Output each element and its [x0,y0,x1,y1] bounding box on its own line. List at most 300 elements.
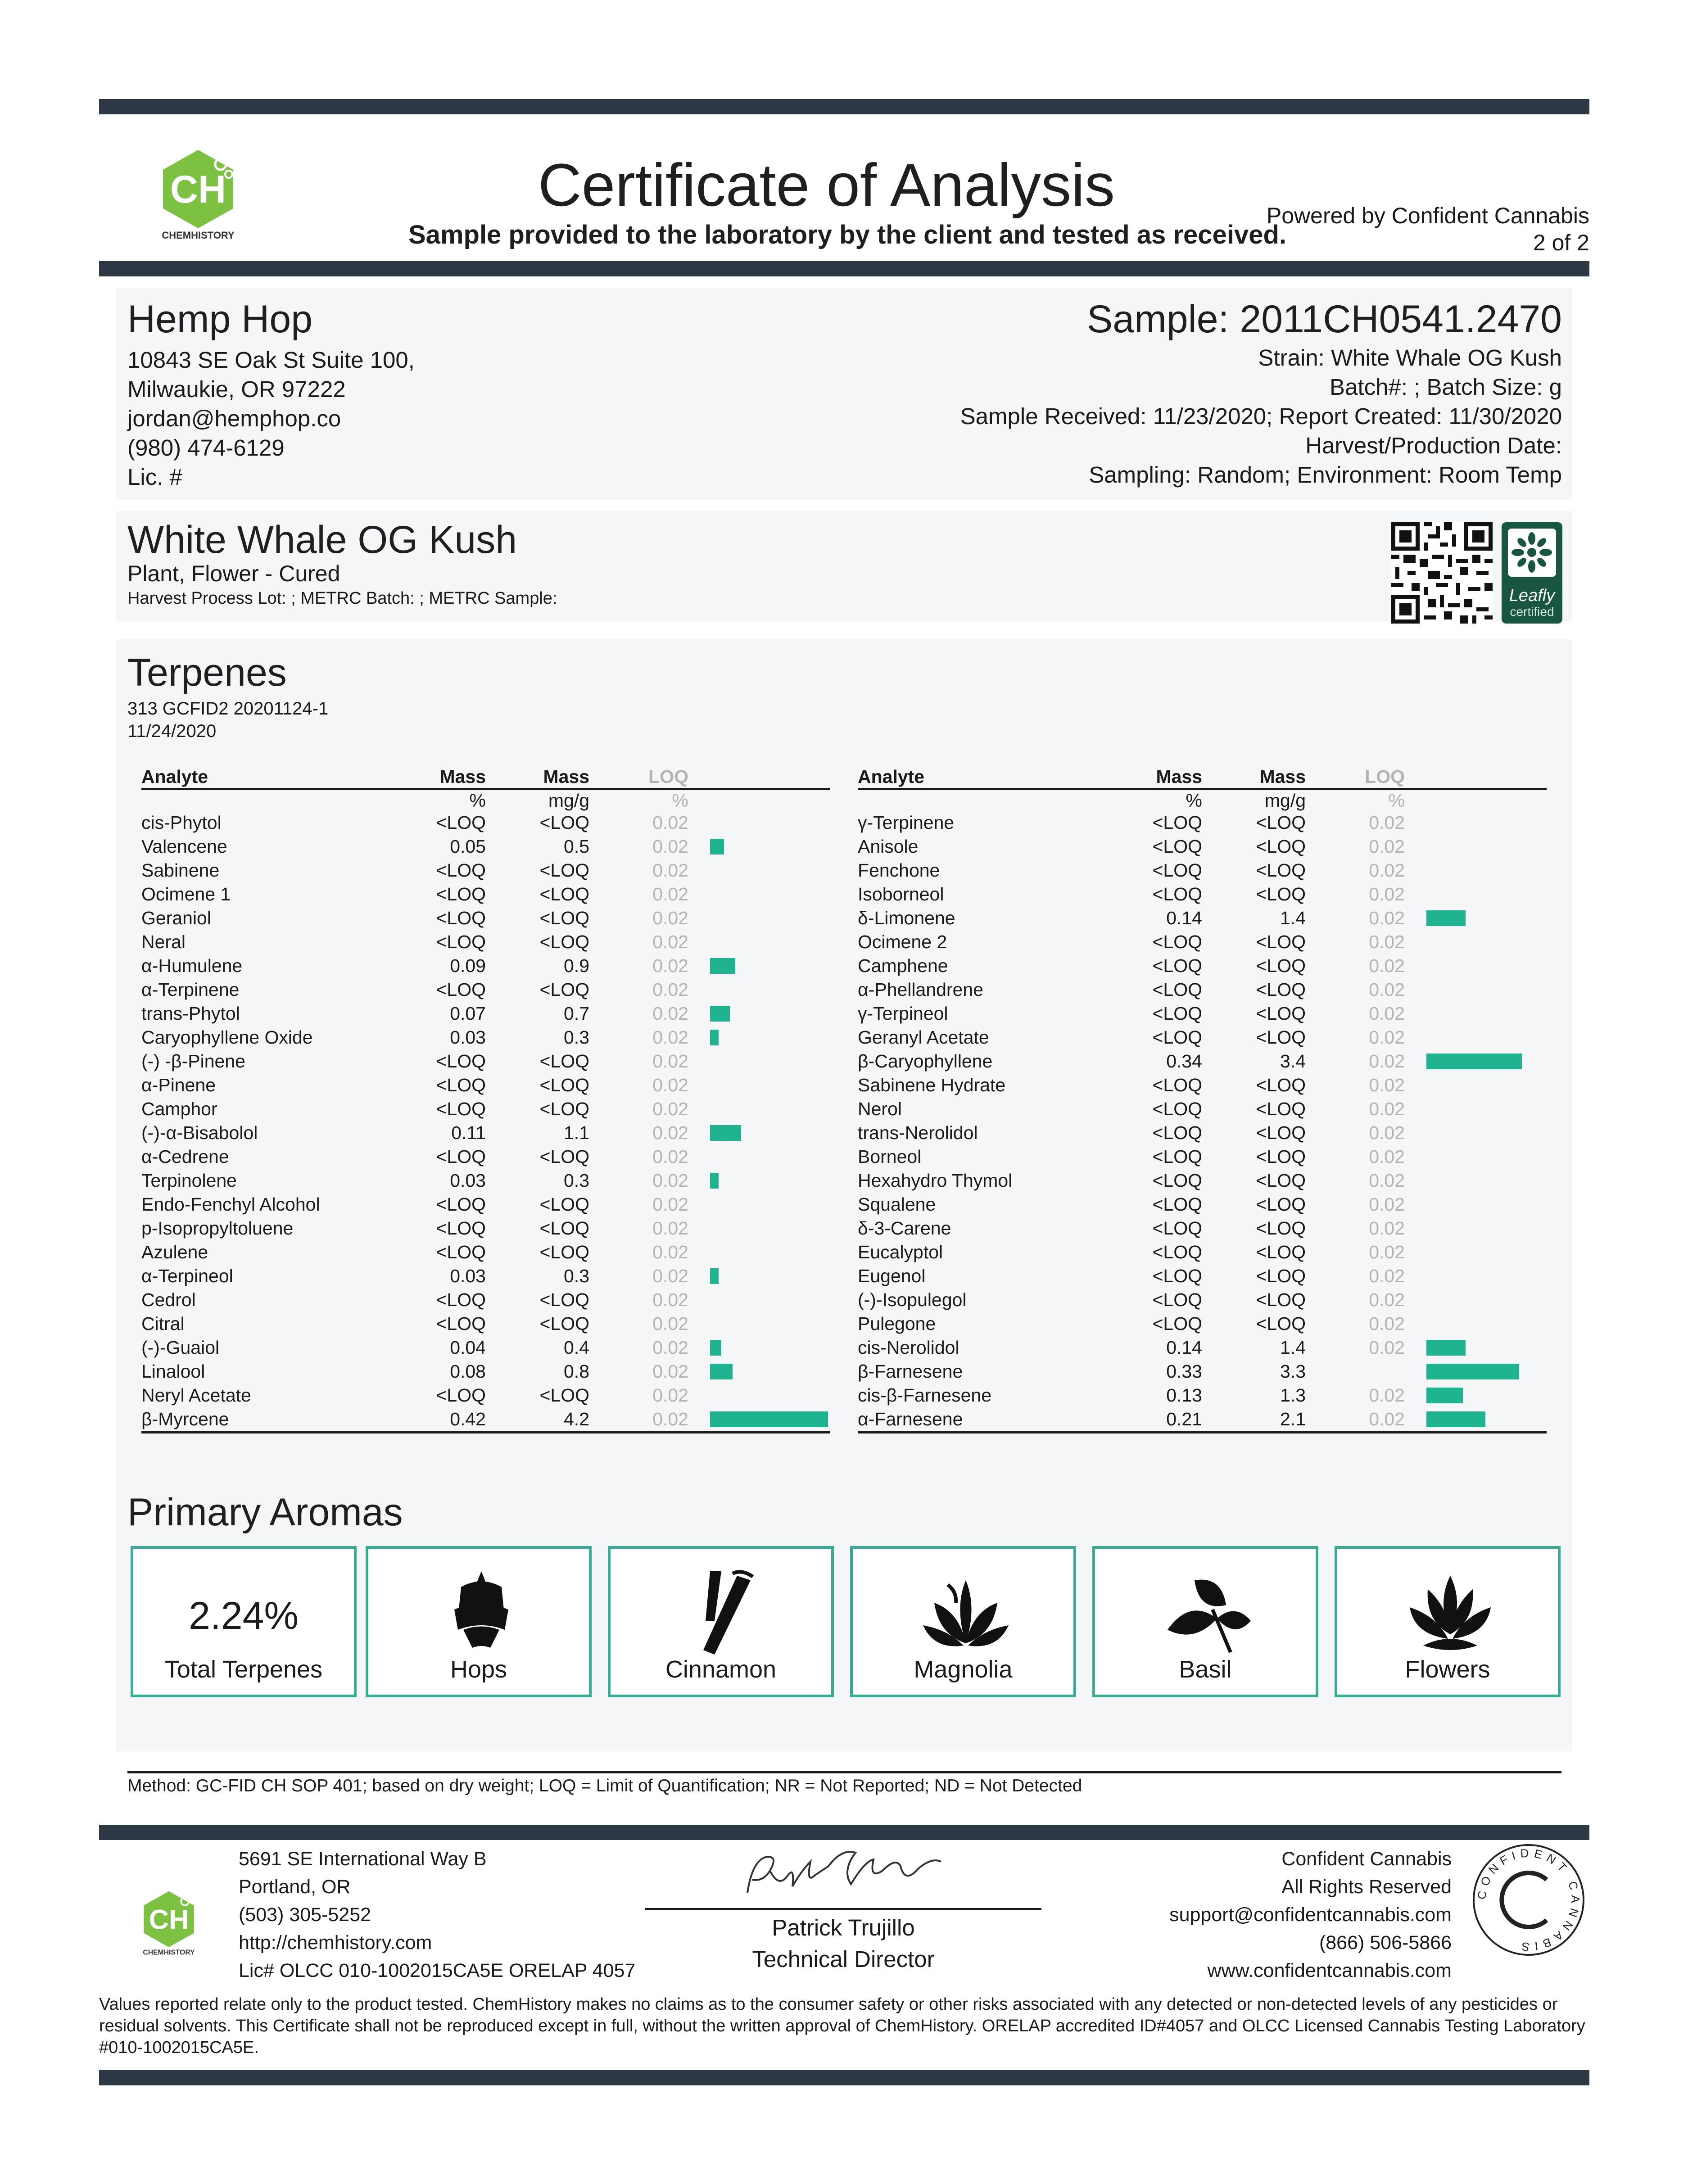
bar-cell [688,1312,830,1336]
analyte-cell: α-Farnesene [858,1407,1110,1433]
bar-cell [688,1145,830,1169]
bar-cell [688,811,830,835]
bar-cell [1405,1193,1547,1216]
analyte-cell: Sabinene Hydrate [858,1075,1006,1095]
terpenes-title: Terpenes [127,651,287,694]
table-row [141,1121,830,1145]
terpenes-date: 11/24/2020 [127,721,217,741]
unit-loq: % [672,790,688,811]
bar-cell [1405,1121,1547,1145]
table-row [858,930,1547,954]
bar-cell [688,978,830,1002]
mass-mg-cell: <LOQ [539,908,589,928]
loq-cell: 0.02 [1369,1146,1405,1167]
bar-cell [688,859,830,882]
analyte-cell: α-Pinene [141,1075,216,1095]
analyte-cell: Valencene [141,836,227,857]
header-divider-band [99,261,1589,276]
loq-cell: 0.02 [1369,1122,1405,1143]
loq-cell: 0.02 [652,1003,688,1024]
analyte-cell: Neryl Acetate [141,1385,251,1406]
analyte-cell: α-Cedrene [141,1146,229,1167]
terpene-bar [1426,1388,1463,1403]
loq-cell: 0.02 [652,1385,688,1406]
sample-batch: Batch#: ; Batch Size: g [1330,374,1562,400]
table-row [141,882,830,906]
analyte-cell: Camphor [141,1099,217,1119]
total-terpenes-label: Total Terpenes [164,1656,323,1683]
bar-cell [688,1026,830,1049]
total-terpenes-value: 2.24% [189,1594,299,1637]
table-row [858,978,1547,1002]
mass-mg-cell: <LOQ [1256,836,1306,857]
mass-mg-cell: 3.3 [1280,1361,1306,1382]
mass-mg-cell: <LOQ [539,1051,589,1072]
loq-cell: 0.02 [652,955,688,976]
table-row [858,1312,1547,1336]
mass-pct-cell: 0.07 [450,1003,486,1024]
footer-band-top [99,1825,1589,1840]
chemhistory-logo [153,146,243,241]
mass-mg-cell: <LOQ [1256,1289,1306,1310]
bar-cell [688,835,830,859]
table-row [858,1384,1547,1407]
mass-pct-cell: <LOQ [1152,860,1202,881]
terpene-bar [710,839,724,855]
loq-cell: 0.02 [1306,1407,1405,1433]
mass-pct-cell: <LOQ [436,884,486,904]
client-address-2: Milwaukie, OR 97222 [127,376,346,402]
bar-cell [688,1216,830,1240]
cinnamon-icon [679,1567,769,1657]
mass-mg-cell: <LOQ [1256,1218,1306,1239]
bar-cell [688,906,830,930]
col-loq: LOQ [1306,765,1405,789]
analyte-cell: cis-Phytol [141,812,222,833]
analyte-cell: Borneol [858,1146,922,1167]
table-row [858,1360,1547,1384]
product-lot: Harvest Process Lot: ; METRC Batch: ; METRC Sample: [127,589,557,608]
bar-cell [1405,1384,1547,1407]
client-license: Lic. # [127,464,182,490]
leafly-label: Leafly [1509,586,1555,605]
page-title: Certificate of Analysis [538,152,1115,219]
leafly-leaf-icon [1502,522,1562,588]
table-row [141,1145,830,1169]
lab-phone: (503) 305-5252 [239,1904,371,1926]
mass-mg-cell: 0.3 [564,1027,589,1048]
mass-pct-cell: <LOQ [1152,1266,1202,1286]
loq-cell: 0.02 [1369,884,1405,904]
table-row [141,978,830,1002]
loq-cell: 0.02 [1369,1313,1405,1334]
top-band [99,99,1589,114]
aroma-label-cinnamon: Cinnamon [665,1656,777,1683]
terpene-bar [710,1340,721,1356]
table-row [858,906,1547,930]
loq-cell [1306,1360,1405,1384]
page-number: 2 of 2 [1533,230,1589,255]
aromas-title: Primary Aromas [127,1491,403,1534]
bar-cell [1405,1288,1547,1312]
bar-cell [1405,1240,1547,1264]
loq-cell: 0.02 [652,1266,688,1286]
mass-pct-cell: <LOQ [436,1146,486,1167]
loq-cell: 0.02 [1369,979,1405,1000]
mass-pct-cell: 0.03 [450,1027,486,1048]
aroma-card-total [131,1546,357,1697]
logo-mark-text: CH [170,168,226,211]
aroma-label-basil: Basil [1179,1656,1232,1683]
mass-mg-cell: <LOQ [1256,1099,1306,1119]
mass-mg-cell: <LOQ [1256,1003,1306,1024]
mass-pct-cell: <LOQ [1152,1289,1202,1310]
analyte-cell: Eugenol [858,1266,926,1286]
analyte-cell: δ-Limonene [858,908,955,928]
loq-cell: 0.02 [1369,1027,1405,1048]
cc-phone: (866) 506-5866 [1319,1932,1452,1953]
mass-pct-cell: <LOQ [1152,812,1202,833]
mass-mg-cell: 0.7 [564,1003,589,1024]
mass-mg-cell: 0.3 [564,1266,589,1286]
terpene-bar [710,958,735,974]
analyte-cell: Camphene [858,955,948,976]
table-row [858,882,1547,906]
mass-mg-cell: 2.1 [1202,1407,1306,1433]
mass-pct-cell: 0.14 [1166,908,1202,928]
mass-pct-cell: <LOQ [436,1051,486,1072]
qr-code[interactable] [1391,522,1493,624]
analyte-cell: p-Isopropyltoluene [141,1218,294,1239]
magnolia-icon [921,1567,1011,1657]
col-mass-mg: Mass [486,765,589,789]
loq-cell: 0.02 [652,1170,688,1191]
bar-cell [1405,1097,1547,1121]
cc-rights: All Rights Reserved [1281,1876,1452,1898]
terpene-bar [1426,1340,1466,1356]
loq-cell: 0.02 [652,1099,688,1119]
table-row [141,811,830,835]
loq-cell: 0.02 [652,1361,688,1382]
analyte-cell: Pulegone [858,1313,936,1334]
bar-cell [1405,1216,1547,1240]
mass-pct-cell: <LOQ [1152,1099,1202,1119]
mass-pct-cell: <LOQ [1152,1170,1202,1191]
bar-cell [1405,978,1547,1002]
page-subtitle: Sample provided to the laboratory by the client and tested as received. [408,220,1286,249]
table-row [141,1384,830,1407]
mass-pct-cell: <LOQ [1152,1146,1202,1167]
mass-mg-cell: <LOQ [539,1075,589,1095]
aroma-label-hops: Hops [450,1656,507,1683]
mass-mg-cell: 1.4 [1280,908,1306,928]
aroma-label-magnolia: Magnolia [914,1656,1013,1683]
mass-pct-cell: <LOQ [436,812,486,833]
bar-cell [688,1288,830,1312]
analyte-cell: Cedrol [141,1289,196,1310]
method-note: Method: GC-FID CH SOP 401; based on dry weight; LOQ = Limit of Quantification; NR = Not Reported; ND = Not Detected [127,1776,1082,1795]
client-email: jordan@hemphop.co [127,406,341,431]
bar-cell [1405,1049,1547,1073]
loq-cell: 0.02 [652,1242,688,1262]
mass-pct-cell: <LOQ [1152,1313,1202,1334]
bar-cell [1405,1169,1547,1193]
aroma-card-basil [1092,1546,1318,1697]
bar-cell [688,1264,830,1288]
loq-cell: 0.02 [1369,1075,1405,1095]
analyte-cell: Sabinene [141,860,220,881]
mass-pct-cell: <LOQ [1152,884,1202,904]
mass-mg-cell: <LOQ [1256,1266,1306,1286]
mass-pct-cell: 0.13 [1166,1385,1202,1406]
leafly-sub: certified [1510,605,1554,619]
mass-pct-cell: 0.03 [450,1170,486,1191]
table-row [858,1240,1547,1264]
table-row [141,1240,830,1264]
mass-pct-cell: 0.05 [450,836,486,857]
mass-mg-cell: <LOQ [1256,884,1306,904]
analyte-cell: Citral [141,1313,185,1334]
loq-cell: 0.02 [1369,1337,1405,1358]
mass-mg-cell: <LOQ [1256,955,1306,976]
loq-cell: 0.02 [1369,1385,1405,1406]
disclaimer: Values reported relate only to the product tested. ChemHistory makes no claims as to the consumer safety or other risks associated with any detected or non-detected levels of any pesticides or residual solvents. This Certificate shall not be reproduced except in full, without the written approval of ChemHistory. ORELAP accredited ID#4057 and OLCC Licensed Cannabis Testing Laboratory #010-1002015CA5E. [99,1995,1585,2057]
mass-mg-cell: 4.2 [486,1407,589,1433]
mass-mg-cell: 1.1 [564,1122,589,1143]
analyte-cell: Anisole [858,836,919,857]
mass-mg-cell: <LOQ [539,884,589,904]
mass-pct-cell: <LOQ [1152,1027,1202,1048]
mass-pct-cell: <LOQ [1152,836,1202,857]
aroma-card-magnolia [850,1546,1076,1697]
lab-license: Lic# OLCC 010-1002015CA5E ORELAP 4057 [239,1960,636,1981]
bar-cell [688,1097,830,1121]
mass-pct-cell: 0.08 [450,1361,486,1382]
terpene-bar [710,1268,719,1284]
mass-mg-cell: <LOQ [539,860,589,881]
bar-cell [688,930,830,954]
hops-icon [436,1567,526,1652]
bar-cell [1405,906,1547,930]
mass-mg-cell: <LOQ [539,1146,589,1167]
analyte-cell: Fenchone [858,860,940,881]
col-mass-mg: Mass [1202,765,1306,789]
table-row [858,1121,1547,1145]
analyte-cell: α-Terpinene [141,979,240,1000]
loq-cell: 0.02 [1369,812,1405,833]
sample-strain: Strain: White Whale OG Kush [1258,345,1562,371]
mass-pct-cell: <LOQ [1152,1075,1202,1095]
analyte-cell: (-)-Isopulegol [858,1289,967,1310]
terpene-bar [1426,1411,1485,1427]
analyte-cell: (-) -β-Pinene [141,1051,245,1072]
analyte-cell: Ocimene 2 [858,931,947,952]
loq-cell: 0.02 [652,836,688,857]
mass-mg-cell: <LOQ [1256,1313,1306,1334]
loq-cell: 0.02 [652,1027,688,1048]
col-loq: LOQ [589,765,688,789]
col-analyte: Analyte [141,765,394,789]
analyte-cell: Squalene [858,1194,936,1215]
terpenes-table-left [141,765,830,1433]
loq-cell: 0.02 [1369,908,1405,928]
analyte-cell: cis-Nerolidol [858,1337,959,1358]
loq-cell: 0.02 [652,1337,688,1358]
loq-cell: 0.02 [652,931,688,952]
table-row [858,1288,1547,1312]
table-row [858,954,1547,978]
mass-mg-cell: <LOQ [1256,812,1306,833]
mass-pct-cell: 0.03 [450,1266,486,1286]
mass-mg-cell: <LOQ [1256,1075,1306,1095]
table-row [141,835,830,859]
loq-cell: 0.02 [652,1218,688,1239]
loq-cell: 0.02 [652,1075,688,1095]
table-row [141,1169,830,1193]
mass-mg-cell: <LOQ [539,1385,589,1406]
bar-cell [688,1169,830,1193]
lab-website[interactable]: http://chemhistory.com [239,1932,432,1953]
terpene-bar [710,1006,730,1022]
mass-pct-cell: <LOQ [436,1218,486,1239]
mass-pct-cell: <LOQ [436,1385,486,1406]
aroma-card-flowers [1335,1546,1561,1697]
table-row [141,906,830,930]
leafly-certified-badge[interactable] [1502,522,1562,624]
terpenes-table-right [858,765,1547,1433]
mass-mg-cell: <LOQ [539,979,589,1000]
unit-mg: mg/g [1264,790,1306,811]
terpenes-instrument: 313 GCFID2 20201124-1 [127,699,329,719]
loq-cell: 0.02 [652,979,688,1000]
mass-mg-cell: <LOQ [1256,979,1306,1000]
analyte-cell: trans-Nerolidol [858,1122,978,1143]
bar-cell [1405,1407,1547,1433]
bar-cell [1405,1026,1547,1049]
bar-cell [688,1240,830,1264]
bar-cell [688,882,830,906]
analyte-cell: α-Phellandrene [858,979,983,1000]
mass-mg-cell: 0.3 [564,1170,589,1191]
table-row [141,1073,830,1097]
table-row [141,1288,830,1312]
bar-cell [1405,1360,1547,1384]
table-row [858,811,1547,835]
bar-cell [688,1360,830,1384]
cc-email[interactable]: support@confidentcannabis.com [1169,1904,1452,1926]
loq-cell: 0.02 [652,1289,688,1310]
analyte-cell: γ-Terpineol [858,1003,948,1024]
analyte-cell: β-Caryophyllene [858,1051,993,1072]
loq-cell: 0.02 [652,1051,688,1072]
mass-mg-cell: <LOQ [539,1242,589,1262]
table-row [858,835,1547,859]
mass-pct-cell: 0.42 [394,1407,486,1433]
col-bar [1405,765,1547,789]
unit-mg: mg/g [548,790,589,811]
powered-by: Powered by Confident Cannabis [1266,203,1589,228]
bar-cell [688,1384,830,1407]
table-row [141,859,830,882]
bar-cell [1405,1145,1547,1169]
table-row [858,1193,1547,1216]
mass-pct-cell: <LOQ [436,1313,486,1334]
mass-pct-cell: 0.09 [450,955,486,976]
loq-cell: 0.02 [652,860,688,881]
bar-cell [688,954,830,978]
bar-cell [688,1002,830,1026]
cc-website[interactable]: www.confidentcannabis.com [1207,1960,1452,1981]
terpene-bar [710,1125,741,1141]
loq-cell: 0.02 [652,812,688,833]
table-row [858,859,1547,882]
signature-line [645,1908,1041,1910]
loq-cell: 0.02 [1369,955,1405,976]
client-phone: (980) 474-6129 [127,435,285,461]
analyte-cell: Hexahydro Thymol [858,1170,1013,1191]
mass-mg-cell: <LOQ [1256,1194,1306,1215]
analyte-cell: Geranyl Acetate [858,1027,989,1048]
loq-cell: 0.02 [652,1146,688,1167]
mass-pct-cell: <LOQ [1152,931,1202,952]
footer-logo-mark-text: CH [149,1904,189,1935]
table-row [858,1073,1547,1097]
flowers-icon [1405,1567,1495,1657]
mass-pct-cell: <LOQ [436,1099,486,1119]
sample-dates: Sample Received: 11/23/2020; Report Created: 11/30/2020 [960,403,1562,429]
analyte-cell: Neral [141,931,186,952]
table-row [141,1216,830,1240]
terpene-bar [1426,1364,1519,1379]
table-row [141,954,830,978]
bar-cell [1405,882,1547,906]
terpene-bar [1426,1054,1522,1069]
bar-cell [688,1073,830,1097]
mass-mg-cell: 1.3 [1280,1385,1306,1406]
analyte-cell: Azulene [141,1242,208,1262]
footer-logo-caption: CHEMHISTORY [143,1949,195,1956]
table-row [858,1145,1547,1169]
loq-cell: 0.02 [589,1407,688,1433]
mass-pct-cell: <LOQ [436,860,486,881]
table-row [141,1026,830,1049]
loq-cell: 0.02 [1369,931,1405,952]
table-row [141,1264,830,1288]
terpene-bar [710,1411,828,1427]
table-row [858,1026,1547,1049]
mass-mg-cell: <LOQ [1256,931,1306,952]
mass-mg-cell: 0.8 [564,1361,589,1382]
analyte-cell: trans-Phytol [141,1003,240,1024]
table-row [141,1049,830,1073]
bar-cell [1405,859,1547,882]
unit-loq: % [1388,790,1405,811]
mass-mg-cell: <LOQ [539,1313,589,1334]
table-row [141,930,830,954]
analyte-cell: Nerol [858,1099,902,1119]
sample-id: Sample: 2011CH0541.2470 [1086,298,1562,341]
terpene-bar [710,1364,733,1379]
table-row [858,1169,1547,1193]
footer-chemhistory-logo [135,1889,203,1956]
analyte-cell: Terpinolene [141,1170,237,1191]
table-row [858,1097,1547,1121]
table-row [141,1193,830,1216]
mass-mg-cell: 3.4 [1280,1051,1306,1072]
mass-mg-cell: 0.5 [564,836,589,857]
client-name: Hemp Hop [127,298,313,341]
mass-pct-cell: <LOQ [436,1194,486,1215]
